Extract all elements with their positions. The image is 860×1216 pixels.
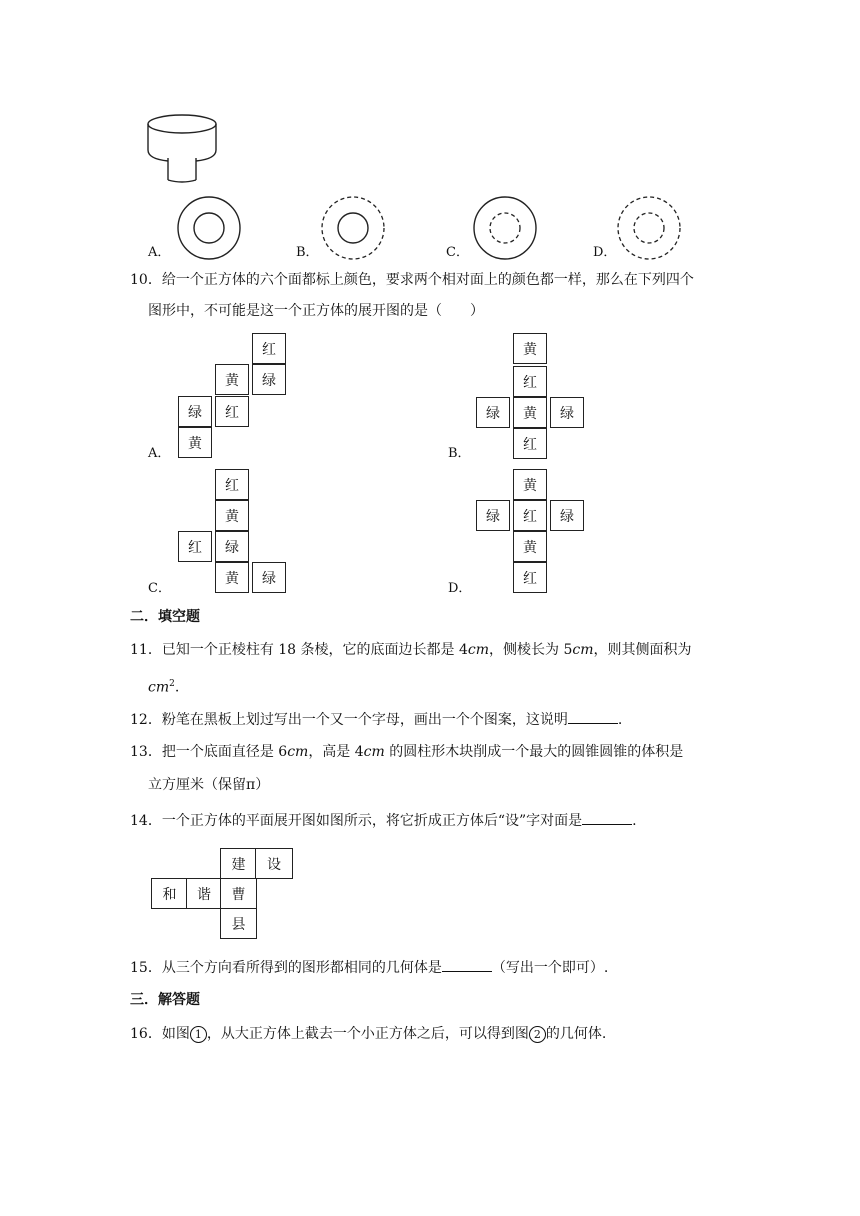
- net-b-cell: 红: [513, 428, 547, 459]
- q14-net-cell: 曹: [220, 878, 257, 909]
- q13-unit: cm: [363, 744, 385, 760]
- q15-number: 15．: [130, 960, 162, 976]
- q11-number: 11．: [130, 642, 162, 658]
- q14-net-cell: 设: [255, 848, 293, 879]
- net-c-cell: 黄: [215, 500, 249, 531]
- net-d-cell: 黄: [513, 531, 547, 562]
- q12-number: 12．: [130, 712, 162, 728]
- q11-unit: cm: [467, 642, 490, 658]
- net-d-cell: 黄: [513, 469, 547, 500]
- q10-line1: 给一个正方体的六个面都标上颜色，要求两个相对面上的颜色都一样，那么在下列四个: [161, 272, 694, 288]
- net-a-cell: 红: [215, 396, 249, 427]
- q11-text-c: ，则其侧面积为: [593, 642, 692, 658]
- q11-answer-unit: [148, 674, 179, 698]
- net-c-cell: 绿: [215, 531, 249, 562]
- figure-2-marker: 2: [529, 1026, 546, 1043]
- net-b-cell: 绿: [476, 397, 510, 428]
- q10-option-c-label[interactable]: C．: [148, 581, 171, 596]
- q15-end: （写出一个即可）.: [491, 960, 609, 976]
- q9-option-d-label[interactable]: D．: [593, 245, 617, 260]
- net-c-cell: 绿: [252, 562, 286, 593]
- q10-number: 10．: [130, 272, 162, 288]
- net-b-cell: 黄: [513, 397, 547, 428]
- q9-option-a-label[interactable]: A．: [148, 245, 171, 260]
- net-d-cell: 绿: [476, 500, 510, 531]
- net-a-cell: 绿: [252, 364, 286, 395]
- q15-question: [130, 957, 608, 978]
- q11-unit: cm: [572, 642, 594, 658]
- q13-text-a: 把一个底面直径是 6: [161, 744, 288, 760]
- q12-text: 粉笔在黑板上划过写出一个又一个字母，画出一个个图案，这说明: [161, 712, 568, 728]
- q14-net-cell: 和: [151, 878, 188, 909]
- q10-option-d-label[interactable]: D．: [448, 581, 472, 596]
- q10-line2: 图形中，不可能是这一个正方体的展开图的是（ ）: [148, 303, 484, 319]
- q15-answer-blank[interactable]: [442, 957, 492, 972]
- q10-option-b-label[interactable]: B．: [448, 446, 471, 461]
- q10-option-a-label[interactable]: A．: [148, 446, 171, 461]
- q9-solid-figure: [140, 108, 230, 186]
- q16-text-b: ，从大正方体上截去一个小正方体之后，可以得到图: [206, 1026, 529, 1042]
- q16-text-c: 的几何体.: [545, 1026, 607, 1042]
- q14-net-cell: 谐: [186, 878, 222, 909]
- net-b-cell: 红: [513, 366, 547, 397]
- q14-question: [130, 810, 637, 831]
- q16-text-a: 如图: [161, 1026, 190, 1042]
- q13-unit: cm: [287, 744, 309, 760]
- q11-superscript: 2: [169, 679, 175, 689]
- q14-end: .: [632, 813, 637, 829]
- q13-question: [130, 742, 683, 762]
- q14-net-cell: 县: [220, 908, 257, 939]
- q9-option-b-label[interactable]: B．: [296, 245, 319, 260]
- section-heading: 二．填空题: [130, 609, 200, 625]
- net-a-cell: 绿: [178, 396, 212, 427]
- q11-text-b: ，侧棱长为 5: [489, 642, 573, 658]
- net-d-cell: 绿: [550, 500, 584, 531]
- q12-question: [130, 709, 622, 730]
- q12-answer-blank[interactable]: [568, 709, 618, 724]
- q13-text-c: 的圆柱形木块削成一个最大的圆锥圆锥的体积是: [384, 744, 684, 760]
- net-a-cell: 黄: [215, 364, 249, 395]
- net-c-cell: 黄: [215, 562, 249, 593]
- q14-answer-blank[interactable]: [582, 810, 632, 825]
- q14-net-cell: 建: [220, 848, 257, 879]
- q10-question: [130, 270, 694, 290]
- net-c-cell: 红: [215, 469, 249, 500]
- q14-number: 14．: [130, 813, 162, 829]
- q11-text-a: 已知一个正棱柱有 18 条棱，它的底面边长都是 4: [161, 642, 468, 658]
- figure-1-marker: 1: [190, 1026, 207, 1043]
- q16-number: 16．: [130, 1026, 162, 1042]
- q9-option-c-label[interactable]: C．: [446, 245, 469, 260]
- q12-end: .: [617, 712, 623, 728]
- net-b-cell: 黄: [513, 333, 547, 364]
- q11-question: [130, 640, 692, 660]
- q11-unit: cm: [148, 679, 170, 696]
- net-a-cell: 红: [252, 333, 286, 364]
- q9-option-a-figure: [174, 193, 244, 263]
- q9-option-c-figure: [470, 193, 540, 263]
- q14-text: 一个正方体的平面展开图如图所示，将它折成正方体后“设”字对面是: [161, 813, 583, 829]
- q9-option-d-figure: [614, 193, 684, 263]
- q13-line2: 立方厘米（保留π）: [148, 777, 270, 793]
- q13-number: 13．: [130, 744, 162, 760]
- q11-end: .: [174, 679, 180, 696]
- net-a-cell: 黄: [178, 427, 212, 458]
- net-b-cell: 绿: [550, 397, 584, 428]
- net-d-cell: 红: [513, 562, 547, 593]
- q9-option-b-figure: [318, 193, 388, 263]
- section-heading: 三．解答题: [130, 992, 200, 1008]
- net-d-cell: 红: [513, 500, 547, 531]
- q13-text-b: ，高是 4: [308, 744, 364, 760]
- net-c-cell: 红: [178, 531, 212, 562]
- q16-question: [130, 1024, 606, 1044]
- q15-text: 从三个方向看所得到的图形都相同的几何体是: [161, 960, 442, 976]
